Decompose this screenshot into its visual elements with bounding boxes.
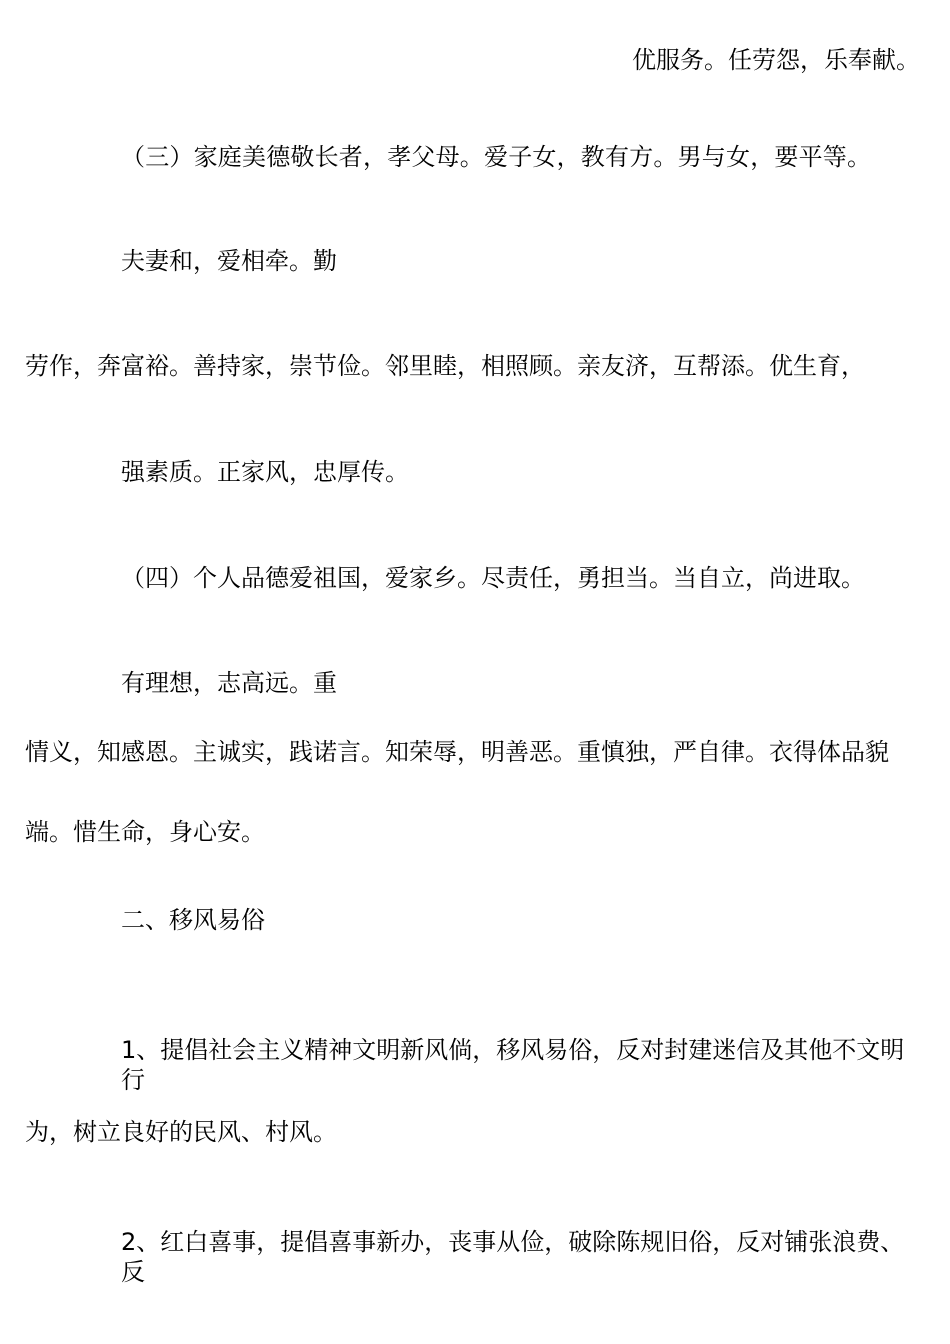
text-line: 端。惜生命，身心安。 xyxy=(25,818,265,846)
text-line: 有理想，志高远。重 xyxy=(121,669,337,697)
text-line: 强素质。正家风，忠厚传。 xyxy=(121,458,409,486)
list-item-2: 2、红白喜事，提倡喜事新办，丧事从俭，破除陈规旧俗，反对铺张浪费、反 xyxy=(121,1228,905,1286)
text-line: 情义，知感恩。主诚实，践诺言。知荣辱，明善恶。重慎独，严自律。衣得体品貌 xyxy=(25,738,889,766)
text-line: 为，树立良好的民风、村风。 xyxy=(25,1118,337,1146)
text-line: 劳作，奔富裕。善持家，崇节俭。邻里睦，相照顾。亲友济，互帮添。优生育， xyxy=(25,352,865,380)
section-heading-family-virtue: （三）家庭美德敬长者，孝父母。爱子女，教有方。男与女，要平等。 xyxy=(121,143,872,171)
section-heading-personal-virtue: （四）个人品德爱祖国，爱家乡。尽责任，勇担当。当自立，尚进取。 xyxy=(121,564,865,592)
section-heading-customs: 二、移风易俗 xyxy=(121,906,265,934)
text-line: 夫妻和，爱相牵。勤 xyxy=(121,247,337,275)
list-item-1: 1、提倡社会主义精神文明新风倘，移风易俗，反对封建迷信及其他不文明行 xyxy=(121,1036,905,1094)
text-line: 优服务。任劳怨，乐奉献。 xyxy=(632,46,920,74)
